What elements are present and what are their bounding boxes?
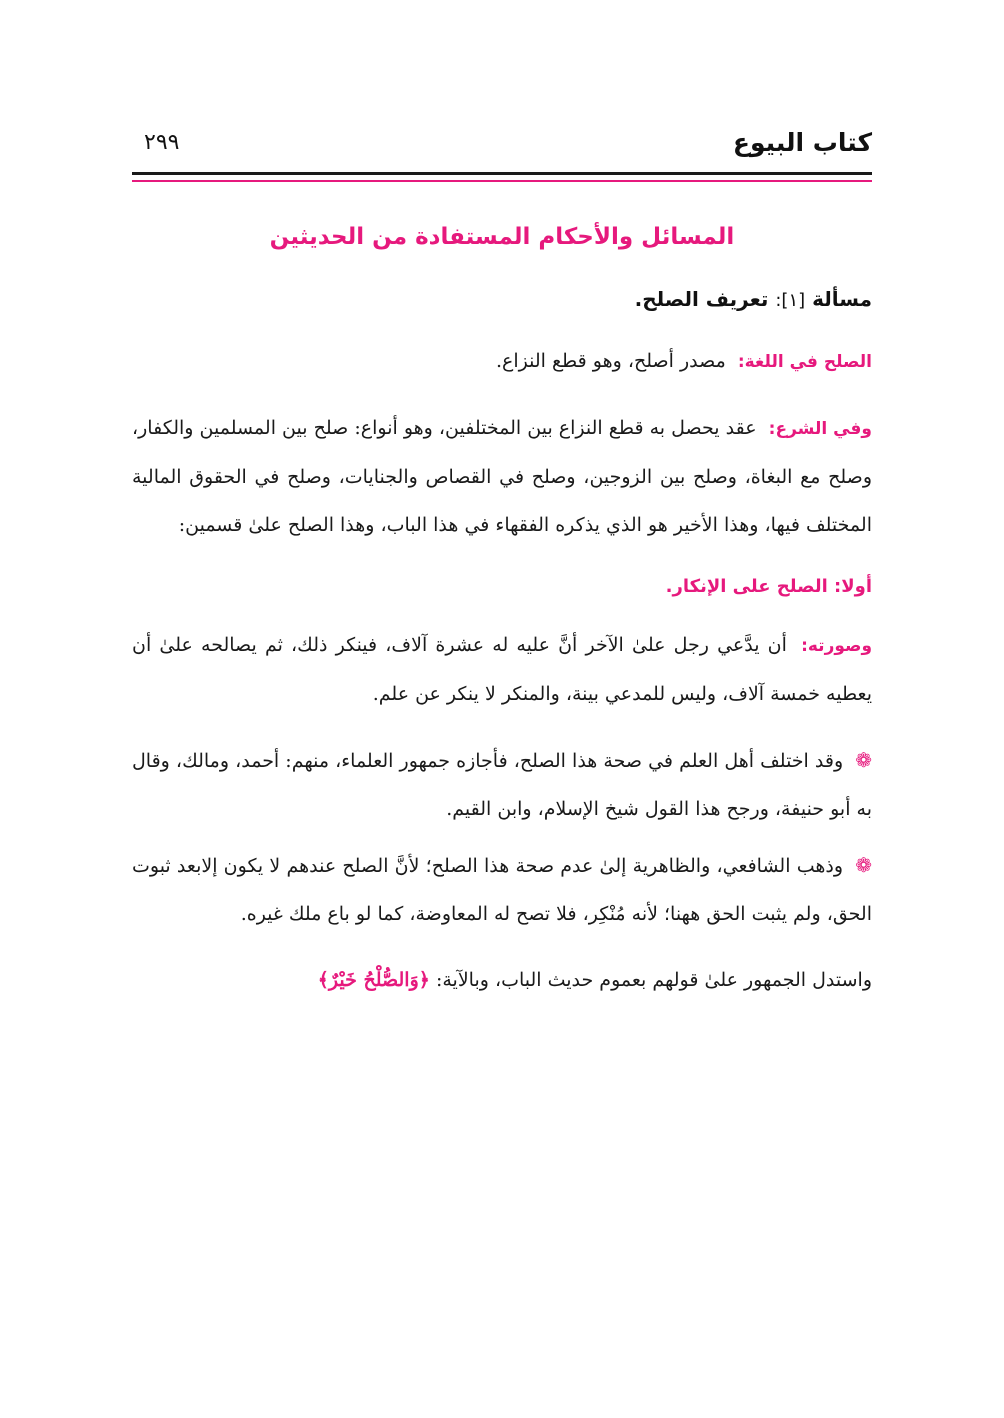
- closing-text: واستدل الجمهور علىٰ قولهم بعموم حديث الباب، وبالآية:: [435, 969, 872, 991]
- definition-language-text: مصدر أصلح، وهو قطع النزاع.: [495, 350, 726, 372]
- definition-sharia: [132, 404, 872, 549]
- bullet-text: وقد اختلف أهل العلم في صحة هذا الصلح، فأجازه جمهور العلماء، منهم: أحمد، ومالك، وقال به أبو حنيفة، ورجح هذا القول شيخ الإسلام، وابن القيم.: [132, 750, 872, 820]
- issue-title: تعريف الصلح.: [634, 287, 769, 311]
- bullet-text: وذهب الشافعي، والظاهرية إلىٰ عدم صحة هذا الصلح؛ لأنَّ الصلح عندهم لا يكون إلابعد ثبوت الحق، ولم يثبت الحق ههنا؛ لأنه مُنْكِر، فلا تصح له المعاوضة، كما لو باع ملك غيره.: [132, 855, 872, 925]
- header-rule-dark: [132, 172, 872, 175]
- issue-heading: [132, 279, 872, 321]
- sub-heading: أولا: الصلح على الإنكار.: [665, 576, 872, 597]
- bullet-paragraph: [132, 841, 872, 938]
- bullet-paragraph: [132, 736, 872, 833]
- page-number: ٢٩٩: [144, 130, 180, 155]
- header-rule-pink: [132, 180, 872, 182]
- definition-sharia-lead: وفي الشرع:: [768, 419, 872, 439]
- section-heading: المسائل والأحكام المستفادة من الحديثين: [269, 224, 735, 250]
- definition-sharia-text: عقد يحصل به قطع النزاع بين المختلفين، وهو أنواع: صلح بين المسلمين والكفار، وصلح مع البغاة، وصلح بين الزوجين، وصلح في القصاص والجنايات، وصلح في الحقوق المالية المختلف فيها، وهذا الأخير هو الذي يذكره الفقهاء في هذا الباب، وهذا الصلح علىٰ قسمين:: [132, 417, 872, 536]
- flower-bullet-icon: ❁: [855, 748, 872, 772]
- definition-language-lead: الصلح في اللغة:: [737, 352, 872, 372]
- flower-bullet-icon: ❁: [855, 853, 872, 877]
- form-lead: وصورته:: [801, 636, 873, 656]
- definition-language: [132, 337, 872, 386]
- issue-label: مسألة: [812, 287, 872, 311]
- form-paragraph: [132, 621, 872, 718]
- quran-quote: ﴿وَالصُّلْحُ خَيْرٌ﴾: [317, 969, 430, 991]
- form-text: أن يدَّعي رجل علىٰ الآخر أنَّ عليه له عشرة آلاف، فينكر ذلك، ثم يصالحه علىٰ أن يعطيه خمسة آلاف، وليس للمدعي بينة، والمنكر لا ينكر عن علم.: [132, 634, 872, 705]
- closing-paragraph: [132, 956, 872, 1004]
- running-header: [132, 128, 872, 168]
- book-title: كتاب البيوع: [732, 128, 872, 157]
- issue-number: [١]:: [775, 290, 806, 311]
- page-content: [132, 205, 872, 1022]
